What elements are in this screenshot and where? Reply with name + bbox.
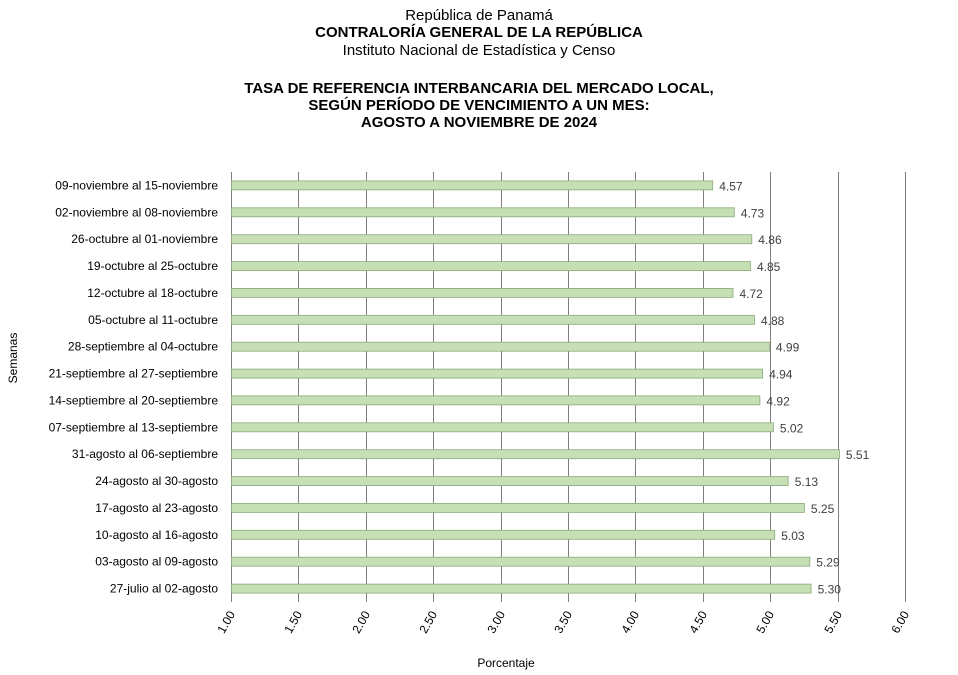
value-label: 4.72 xyxy=(739,286,763,301)
x-tick-label: 2.00 xyxy=(349,608,374,636)
bar xyxy=(232,584,812,593)
category-label: 21-septiembre al 27-septiembre xyxy=(48,366,218,381)
bar xyxy=(232,235,752,244)
bars xyxy=(232,181,840,593)
category-label: 28-septiembre al 04-octubre xyxy=(67,339,218,354)
x-tick-labels xyxy=(214,608,912,636)
x-tick-label: 1.50 xyxy=(281,608,306,636)
y-axis-title: Semanas xyxy=(6,332,20,384)
bar xyxy=(232,477,789,486)
bar xyxy=(232,315,755,324)
x-tick-label: 2.50 xyxy=(416,608,441,636)
value-label: 4.88 xyxy=(761,313,785,328)
category-label: 19-octubre al 25-octubre xyxy=(87,259,218,274)
bar xyxy=(232,396,760,405)
value-label: 4.73 xyxy=(740,206,765,221)
x-tick-label: 6.00 xyxy=(888,608,913,636)
category-label: 10-agosto al 16-agosto xyxy=(95,527,218,542)
category-label: 02-noviembre al 08-noviembre xyxy=(55,205,218,220)
category-label: 17-agosto al 23-agosto xyxy=(95,500,218,515)
bar xyxy=(232,503,805,512)
bar xyxy=(232,557,810,566)
value-label: 4.94 xyxy=(769,367,793,382)
category-label: 05-octubre al 11-octubre xyxy=(88,312,218,327)
bar xyxy=(232,530,775,539)
header-organization: CONTRALORÍA GENERAL DE LA REPÚBLICA xyxy=(315,24,643,41)
x-tick-label: 5.50 xyxy=(821,608,846,636)
bar xyxy=(232,208,735,217)
value-label: 5.30 xyxy=(817,582,841,597)
x-axis-title: Porcentaje xyxy=(477,656,535,670)
bar xyxy=(232,262,751,271)
chart-title-line-1: TASA DE REFERENCIA INTERBANCARIA DEL MERCADO LOCAL, xyxy=(244,80,714,97)
value-label: 5.51 xyxy=(845,448,870,463)
chart-title-line-3: AGOSTO A NOVIEMBRE DE 2024 xyxy=(360,114,598,131)
category-label: 07-septiembre al 13-septiembre xyxy=(48,420,218,435)
bar xyxy=(232,450,840,459)
value-label: 5.03 xyxy=(781,528,805,543)
category-label: 26-octubre al 01-noviembre xyxy=(71,232,218,247)
value-label: 4.99 xyxy=(775,340,800,355)
x-tick-label: 4.00 xyxy=(618,608,643,636)
header-country: República de Panamá xyxy=(405,7,553,24)
value-label: 4.85 xyxy=(757,260,781,275)
bar xyxy=(232,369,763,378)
value-label: 4.57 xyxy=(719,179,743,194)
x-tick-label: 3.00 xyxy=(484,608,509,636)
header-institute: Instituto Nacional de Estadística y Censo xyxy=(342,42,616,59)
x-tick-label: 5.00 xyxy=(753,608,778,636)
value-label: 5.02 xyxy=(779,421,804,436)
bar xyxy=(232,181,713,190)
category-label: 09-noviembre al 15-noviembre xyxy=(55,178,218,193)
category-label: 03-agosto al 09-agosto xyxy=(95,554,218,569)
value-label: 4.86 xyxy=(758,233,782,248)
bar xyxy=(232,288,734,297)
category-label: 14-septiembre al 20-septiembre xyxy=(48,393,218,408)
value-label: 5.29 xyxy=(816,555,840,570)
value-label: 5.25 xyxy=(810,501,835,516)
category-label: 31-agosto al 06-septiembre xyxy=(71,447,218,462)
chart-title-line-2: SEGÚN PERÍODO DE VENCIMIENTO A UN MES: xyxy=(308,97,650,114)
category-labels xyxy=(49,178,219,595)
bar xyxy=(232,342,770,351)
bar xyxy=(232,423,774,432)
x-tick-label: 3.50 xyxy=(551,608,576,636)
category-label: 12-octubre al 18-octubre xyxy=(87,285,218,300)
value-label: 5.13 xyxy=(794,475,819,490)
x-tick-label: 4.50 xyxy=(686,608,711,636)
category-label: 24-agosto al 30-agosto xyxy=(95,474,218,489)
value-label: 4.92 xyxy=(766,394,790,409)
category-label: 27-julio al 02-agosto xyxy=(109,581,218,596)
x-tick-label: 1.00 xyxy=(214,608,239,636)
